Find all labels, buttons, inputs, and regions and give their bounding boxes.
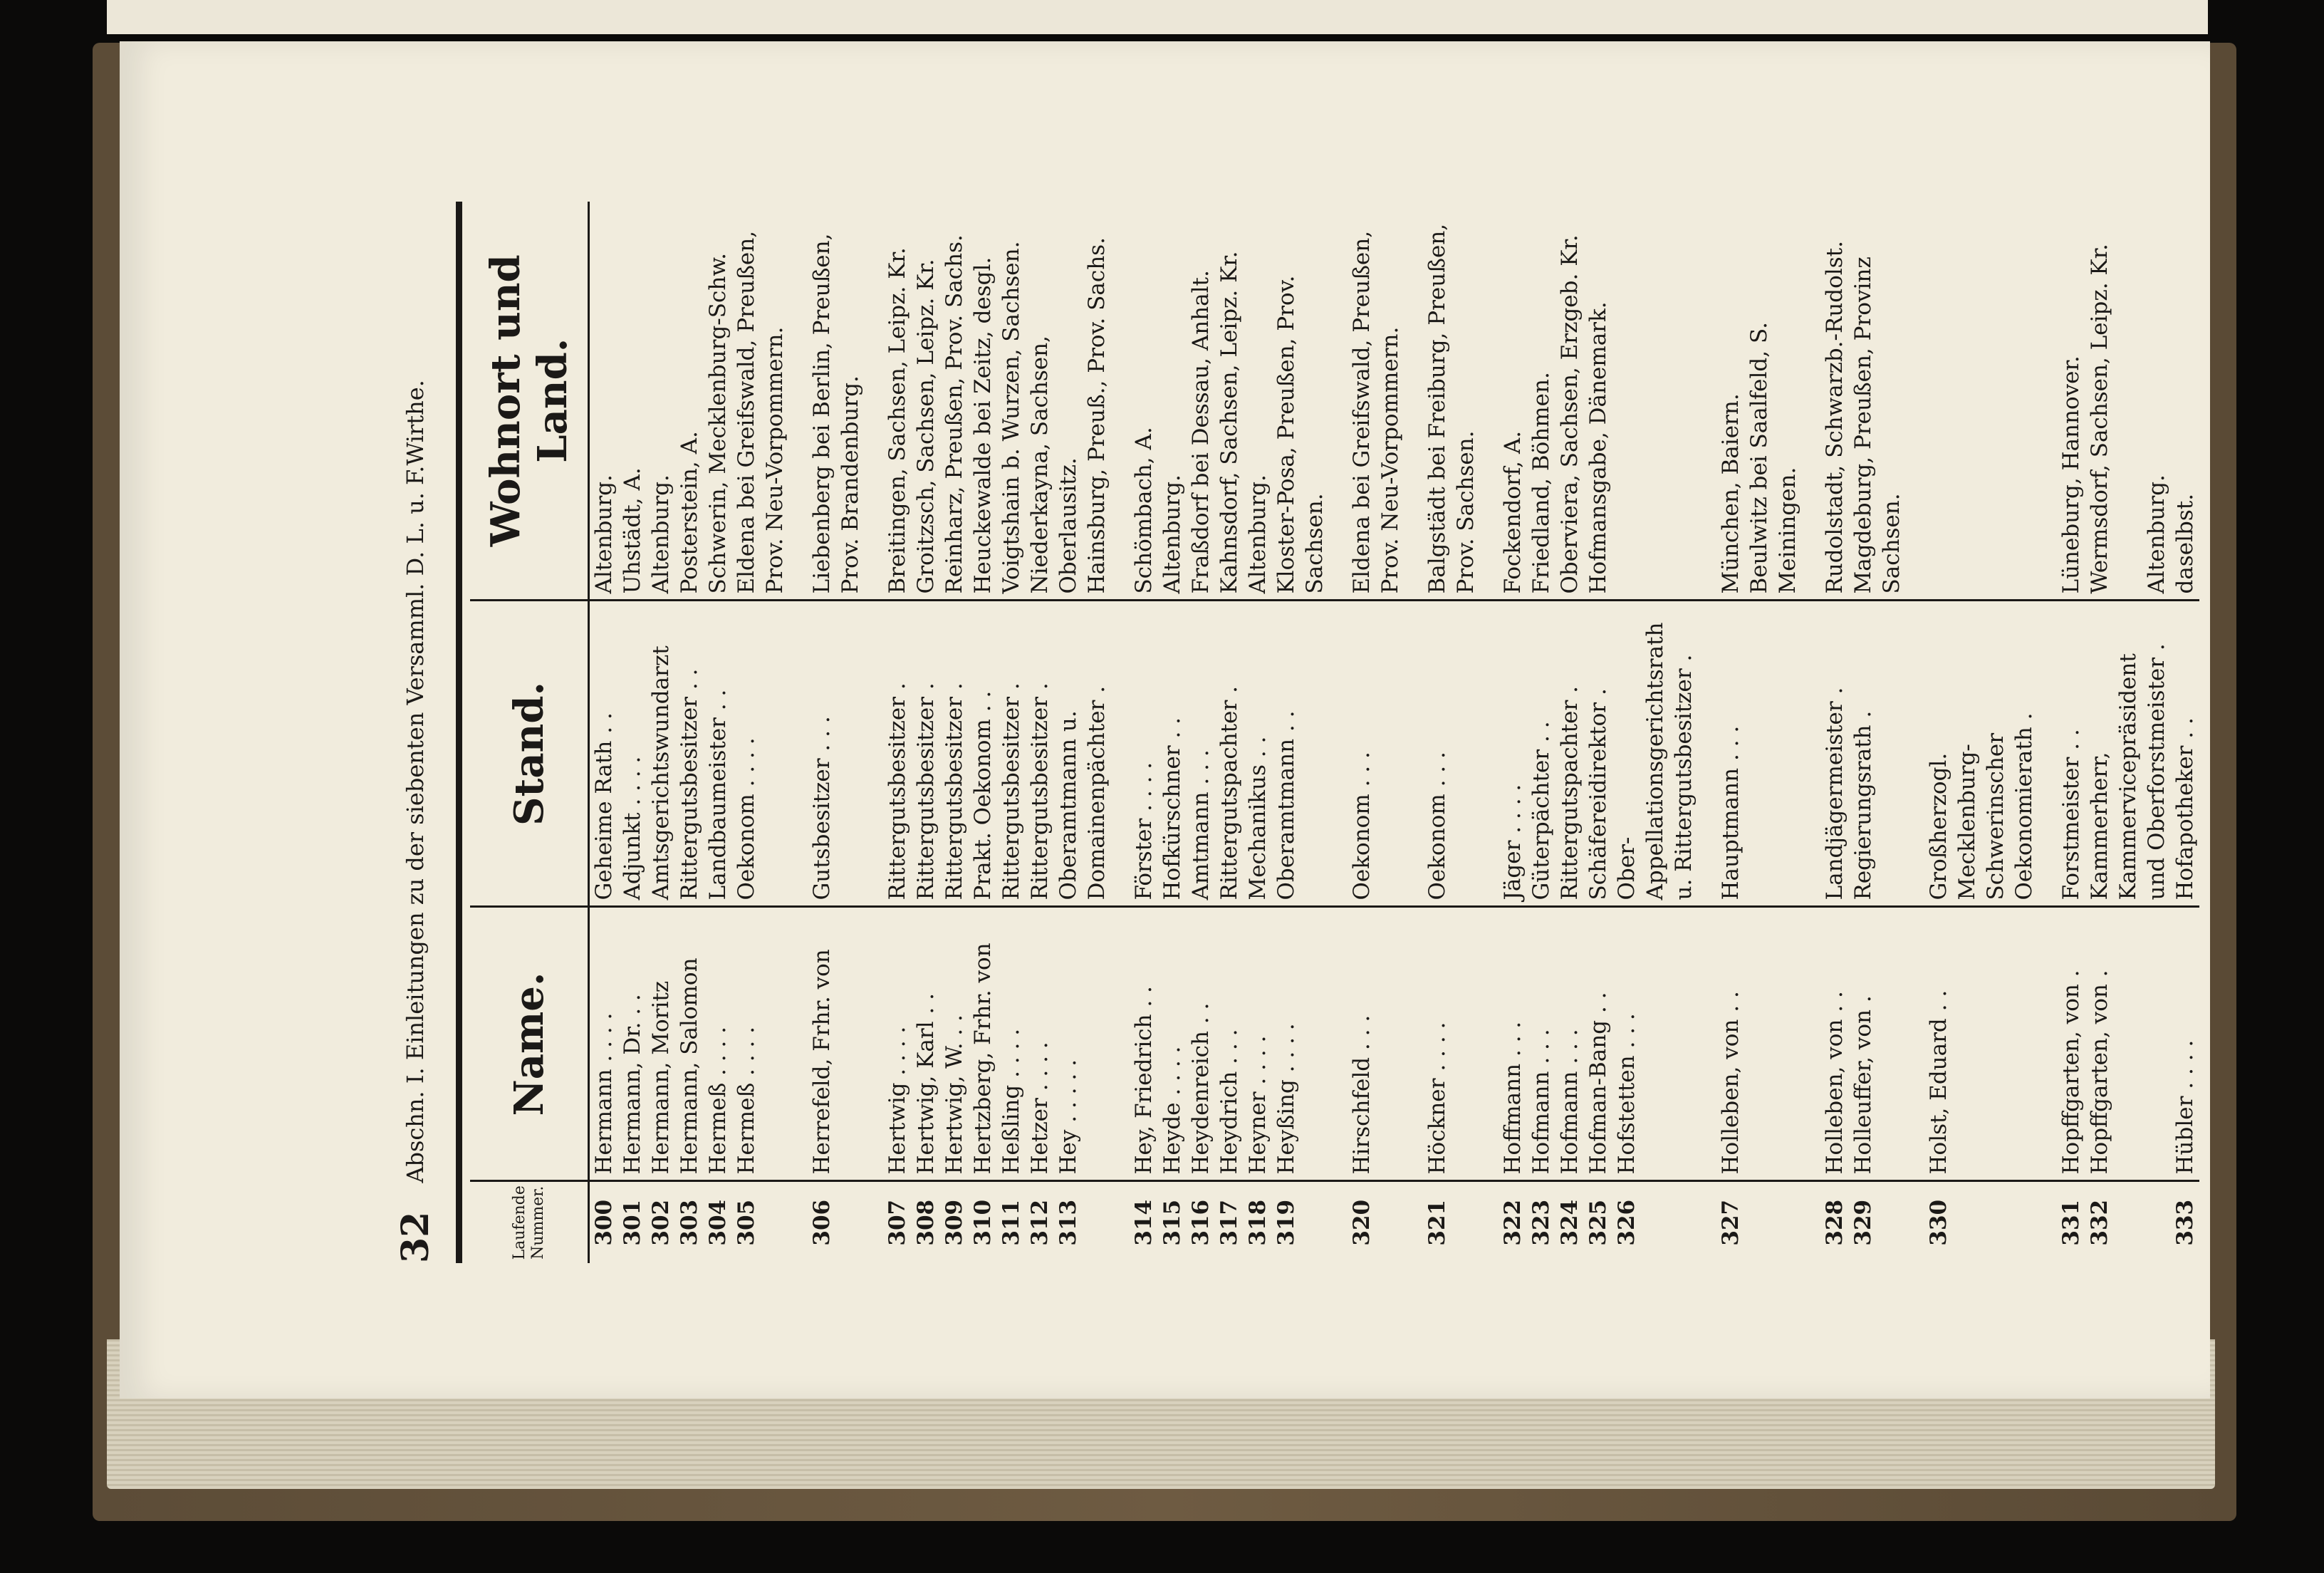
- table-row: [1111, 202, 1329, 1263]
- row-number: 333: [2172, 1199, 2198, 1246]
- row-name: Hirschfeld . . .: [1329, 907, 1405, 1181]
- running-title: Abschn. I. Einleitungen zu der siebenten Versamml. D. L. u. F.Wirthe.: [402, 380, 429, 1183]
- row-stand: Rittergutsbesitzer . Rittergutsbesitzer . Rittergutsbesitzer . Prakt. Oekonom . . Rittergutsbesitzer . Rittergutsbesitzer . Oberamtmann u. Domainenpächter .: [865, 601, 1111, 907]
- page-number: 32: [393, 1211, 437, 1263]
- table-row: [2171, 202, 2199, 1263]
- table-header-row: [470, 202, 589, 1263]
- row-stand: Gutsbesitzer . . .: [789, 601, 865, 907]
- table-row: [1405, 202, 1480, 1263]
- table-row: [1906, 202, 2038, 1263]
- row-wohnort: Liebenberg bei Berlin, Preußen, Prov. Brandenburg.: [789, 202, 865, 601]
- row-name: Hey, Friedrich . . Heyde . . . . Heydenreich . . Heydrich . . . Heyner . . . . Heyßing . . . .: [1111, 907, 1329, 1181]
- row-stand: Landjägermeister . Regierungsrath .: [1802, 601, 1906, 907]
- row-wohnort: Breitingen, Sachsen, Leipz. Kr. Groitzsch, Sachsen, Leipz. Kr. Reinharz, Preußen, Prov. Sachs. Heuckewalde bei Zeitz, desgl. Voigtshain b. Wurzen, Sachsen. Niederkayna, Sachsen, Oberlausitz. Hainsburg, Preuß., Prov. Sachs.: [865, 202, 1111, 601]
- row-stand: Jäger . . . . Güterpächter . . Rittergutspachter . Schäfereidirektor . Ober-Appellationsgerichtsrath u. Rittergutsbesitzer .: [1480, 601, 1698, 907]
- row-wohnort: daselbst.: [2171, 202, 2199, 601]
- row-wohnort: Fockendorf, A. Friedland, Böhmen. Oberviera, Sachsen, Erzgeb. Kr. Hofmansgabe, Dänemark.: [1480, 202, 1698, 601]
- header-rule: [456, 202, 462, 1263]
- row-wohnort: [1906, 202, 2038, 601]
- row-name: Hertwig . . . . Hertwig, Karl . . Hertwig, W. . . Hertzberg, Frhr. von Heßling . . . . Hetzer . . . . Hey . . . . .: [865, 907, 1111, 1181]
- row-number: 330: [1926, 1199, 1952, 1246]
- row-stand: Förster . . . . Hofkürschner . . Amtmann . . . Rittergutspachter . Mechanikus . . Oberamtmann . .: [1111, 601, 1329, 907]
- row-stand: Oekonom . . .: [1405, 601, 1480, 907]
- row-number: 300 301 302 303 304 305: [591, 1199, 759, 1246]
- row-wohnort: Lüneburg, Hannover. Wermsdorf, Sachsen, Leipz. Kr. Altenburg.: [2038, 202, 2171, 601]
- header-number: Laufende Nummer.: [470, 1181, 589, 1263]
- row-name: Hoffmann . . . Hofmann . . . Hofmann . . . Hofman-Bang . . Hofstetten . . .: [1480, 907, 1698, 1181]
- row-number: 314 315 316 317 318 319: [1131, 1199, 1299, 1246]
- row-wohnort: Balgstädt bei Freiburg, Preußen, Prov. Sachsen.: [1405, 202, 1480, 601]
- row-number: 322 323 324 325 326: [1500, 1199, 1640, 1246]
- row-stand: Hofapotheker . .: [2171, 601, 2199, 907]
- table-row: [1329, 202, 1405, 1263]
- table-row: [1698, 202, 1802, 1263]
- header-wohnort: Wohnort und Land.: [470, 202, 589, 601]
- row-number: 306: [809, 1199, 835, 1246]
- row-wohnort: Schömbach, A. Altenburg. Fraßdorf bei Dessau, Anhalt. Kahnsdorf, Sachsen, Leipz. Kr. Altenburg. Kloster-Posa, Preußen, Prov. Sachsen.: [1111, 202, 1329, 601]
- row-number: 328 329: [1822, 1199, 1876, 1246]
- row-name: Hübler . . . .: [2171, 907, 2199, 1181]
- row-name: Holleben, von . . Holleuffer, von .: [1802, 907, 1906, 1181]
- table-row: [1802, 202, 1906, 1263]
- row-name: Hopffgarten, von . Hopffgarten, von .: [2038, 907, 2171, 1181]
- table-row: [865, 202, 1111, 1263]
- row-name: Holst, Eduard . .: [1906, 907, 2038, 1181]
- register-table: [470, 202, 2199, 1263]
- row-wohnort: München, Baiern. Beulwitz bei Saalfeld, S. Meiningen.: [1698, 202, 1802, 601]
- row-number: 327: [1718, 1199, 1744, 1246]
- row-number: 307 308 309 310 311 312 313: [885, 1199, 1081, 1246]
- row-wohnort: Rudolstadt, Schwarzb.-Rudolst. Magdeburg, Preußen, Provinz Sachsen.: [1802, 202, 1906, 601]
- row-wohnort: Eldena bei Greifswald, Preußen, Prov. Neu-Vorpommern.: [1329, 202, 1405, 601]
- row-name: Holleben, von . .: [1698, 907, 1802, 1181]
- row-stand: Oekonom . . .: [1329, 601, 1405, 907]
- row-name: Herrefeld, Frhr. von: [789, 907, 865, 1181]
- table-row: [2038, 202, 2171, 1263]
- row-stand: Hauptmann . . .: [1698, 601, 1802, 907]
- header-stand: Stand.: [470, 601, 589, 907]
- table-row: [789, 202, 865, 1263]
- row-name: Höckner . . . .: [1405, 907, 1480, 1181]
- book-page: [120, 41, 2210, 1398]
- header-name: Name.: [470, 907, 589, 1181]
- row-name: Hermann . . . . Hermann, Dr. . . Hermann, Moritz Hermann, Salomon Hermeß . . . . Hermeß . . . .: [589, 907, 790, 1181]
- page-header: [390, 202, 440, 1263]
- row-wohnort: Altenburg. Uhstädt, A. Altenburg. Posterstein, A. Schwerin, Mecklenburg-Schw. Eldena bei Greifswald, Preußen, Prov. Neu-Vorpommern.: [589, 202, 790, 601]
- row-stand: Großherzogl. Mecklenburg-Schwerinscher Oekonomierath .: [1906, 601, 2038, 907]
- row-stand: Geheime Rath . . Adjunkt . . . . Amtsgerichtswundarzt Rittergutsbesitzer . . Landbaumeister . . Oekonom . . . .: [589, 601, 790, 907]
- row-number: 320: [1349, 1199, 1375, 1246]
- row-stand: Forstmeister . . Kammerherr, Kammervicepräsident und Oberforstmeister .: [2038, 601, 2171, 907]
- row-number: 331 332: [2058, 1199, 2112, 1246]
- table-row: [1480, 202, 1698, 1263]
- table-row: [589, 202, 790, 1263]
- rotated-page-content: [390, 202, 2299, 1263]
- opposite-page-edge: [107, 0, 2208, 34]
- row-number: 321: [1424, 1199, 1450, 1246]
